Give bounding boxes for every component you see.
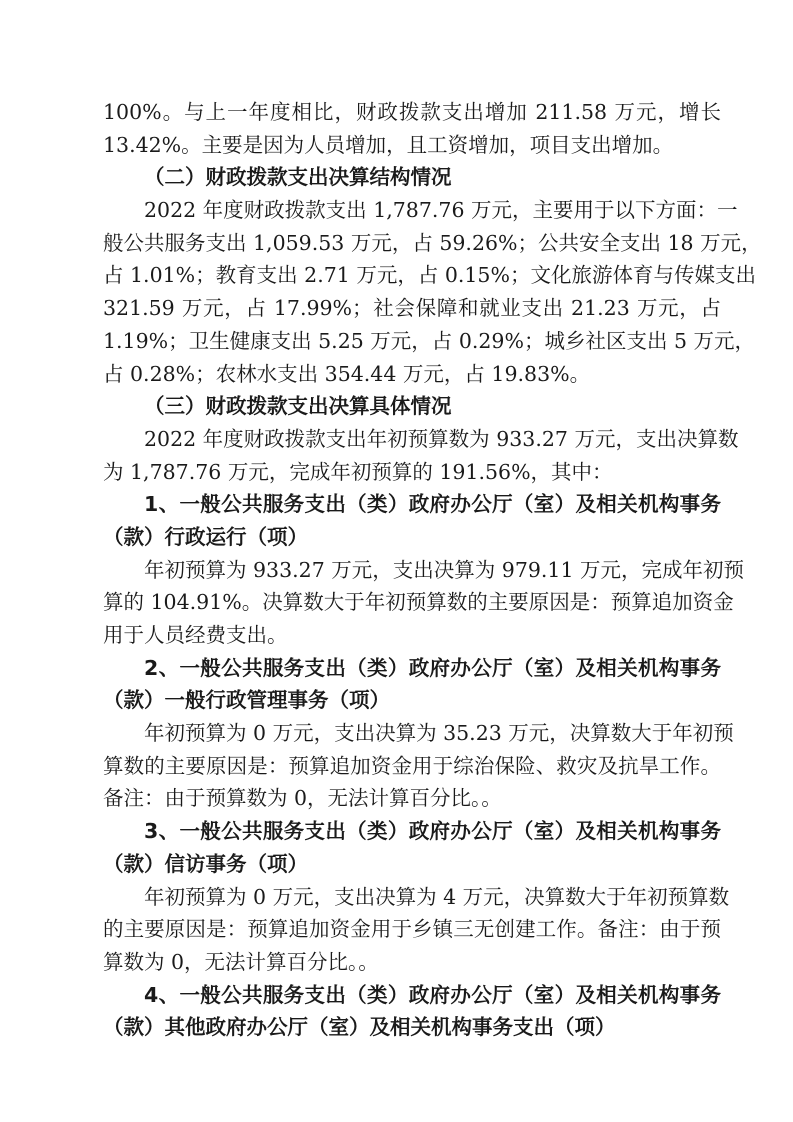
item-heading-4-cont: （款）其他政府办公厅（室）及相关机构事务支出（项） [103,1015,616,1040]
document-page [103,96,762,1044]
paragraph-line: 算的 104.91%。决算数大于年初预算数的主要原因是：预算追加资金 [103,590,734,615]
paragraph-line: 100%。与上一年度相比，财政拨款支出增加 211.58 万元，增长 [103,100,721,124]
paragraph-line: 算数为 0，无法计算百分比。。 [103,949,379,974]
paragraph-line: 用于人员经费支出。 [103,623,288,647]
item-heading-1-cont: （款）行政运行（项） [103,524,308,549]
paragraph-line: 年初预算为 0 万元，支出决算为 4 万元，决算数大于年初预算数 [144,884,730,909]
item-heading-2-cont: （款）一般行政管理事务（项） [103,688,390,713]
paragraph-line: 备注：由于预算数为 0，无法计算百分比。。 [103,786,502,811]
paragraph-line: 的主要原因是：预算追加资金用于乡镇三无创建工作。备注：由于预 [103,917,721,942]
paragraph-line: 年初预算为 933.27 万元，支出决算为 979.11 万元，完成年初预 [144,557,745,582]
paragraph-line: 占 0.28%；农林水支出 354.44 万元，占 19.83%。 [103,361,591,386]
paragraph-line: 算数的主要原因是：预算追加资金用于综治保险、救灾及抗旱工作。 [103,753,721,778]
item-heading-3-cont: （款）信访事务（项） [103,851,308,876]
paragraph-line: 2022 年度财政拨款支出年初预算数为 933.27 万元，支出决算数 [144,426,739,451]
paragraph-line: 年初预算为 0 万元，支出决算为 35.23 万元，决算数大于年初预 [144,721,734,746]
item-heading-2: 2、一般公共服务支出（类）政府办公厅（室）及相关机构事务 [144,655,721,680]
item-heading-3: 3、一般公共服务支出（类）政府办公厅（室）及相关机构事务 [144,819,721,844]
paragraph-line: 1.19%；卫生健康支出 5.25 万元，占 0.29%；城乡社区支出 5 万元， [103,328,756,353]
section-heading-3: （三）财政拨款支出决算具体情况 [144,394,452,419]
paragraph-line: 321.59 万元，占 17.99%；社会保障和就业支出 21.23 万元，占 [103,296,721,321]
paragraph-line: 2022 年度财政拨款支出 1,787.76 万元，主要用于以下方面：一 [144,198,738,223]
paragraph-line: 般公共服务支出 1,059.53 万元，占 59.26%；公共安全支出 18 万元， [103,230,762,255]
item-heading-1: 1、一般公共服务支出（类）政府办公厅（室）及相关机构事务 [144,492,721,517]
section-heading-2: （二）财政拨款支出决算结构情况 [144,165,452,190]
paragraph-line: 为 1,787.76 万元，完成年初预算的 191.56%，其中： [103,459,613,484]
item-heading-4: 4、一般公共服务支出（类）政府办公厅（室）及相关机构事务 [144,982,721,1007]
paragraph-line: 占 1.01%；教育支出 2.71 万元，占 0.15%；文化旅游体育与传媒支出 [103,263,756,288]
paragraph-line: 13.42%。主要是因为人员增加，且工资增加，项目支出增加。 [103,132,674,157]
